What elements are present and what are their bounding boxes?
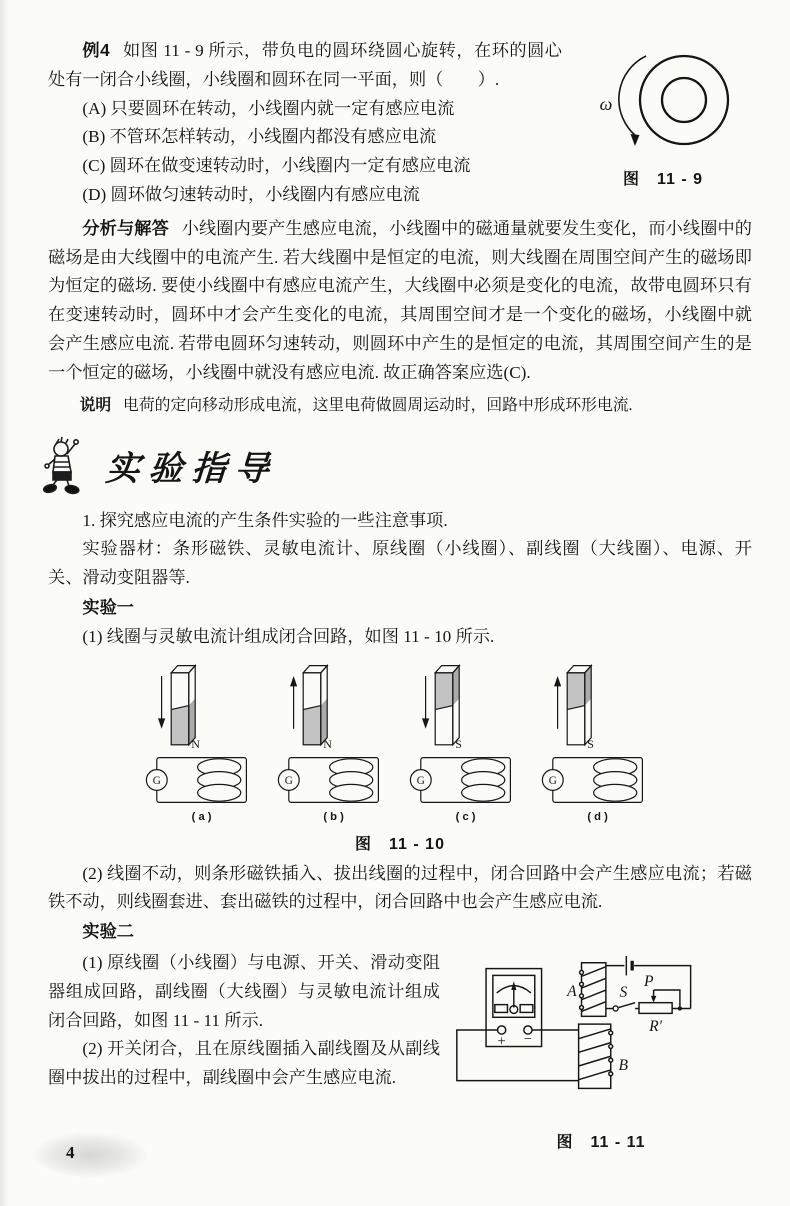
coil-a-label: A — [567, 982, 577, 1000]
galvanometer-label: G — [416, 774, 425, 787]
rheostat-label: R′ — [649, 1017, 663, 1035]
rotating-ring-diagram — [574, 42, 752, 154]
figure-11-10-panel-b — [276, 660, 396, 824]
pole-label: N — [191, 736, 200, 751]
switch-icon — [606, 1003, 635, 1011]
panel-label: ( b ) — [323, 810, 344, 823]
rotation-arrow-icon — [619, 56, 646, 146]
example-question-text: 如图 11 - 9 所示，带负电的圆环绕圆心旋转，在环的圆心处有一闭合小线圈，小线圈和圆环在同一平面，则（ ）. — [48, 41, 562, 89]
section-title: 实验指导 — [104, 449, 280, 490]
experiment-1-step-1: (1) 线圈与灵敏电流计组成闭合回路，如图 11 - 10 所示. — [82, 626, 495, 646]
experiment-2-step-2: (2) 开关闭合，且在原线圈插入副线圈及从副线圈中拔出的过程中，副线圈中会产生感应电流. — [48, 1039, 440, 1088]
figure-11-11 — [450, 953, 752, 1152]
experiment-2-heading: 实验二 — [82, 921, 134, 942]
pole-label: S — [455, 736, 462, 751]
secondary-circuit-wires — [457, 1030, 579, 1081]
figure-11-10-panel-d — [540, 660, 660, 824]
section-header — [42, 433, 752, 499]
switch-label: S — [619, 983, 628, 1001]
coil-with-galvanometer-icon — [410, 757, 510, 802]
mascot-icon — [42, 436, 90, 496]
figure-11-10-caption: 图 11 - 10 — [355, 835, 445, 853]
figure-11-11-caption: 图 11 - 11 — [556, 1133, 646, 1151]
experiment-1-heading: 实验一 — [82, 596, 134, 617]
coil-with-galvanometer-icon — [146, 757, 246, 802]
rheostat-icon — [635, 990, 691, 1013]
option-c: (C) 圆环在做变速转动时，小线圈内一定有感应电流 — [82, 156, 471, 176]
experiment-1-step-2: (2) 线圈不动，则条形磁铁插入、拔出线圈的过程中，闭合回路中会产生感应电流；若磁铁不动，则线圈套进、套出磁铁的过程中，闭合回路中也会产生感应电流. — [48, 863, 752, 912]
experiment-2-block — [48, 949, 752, 1152]
figure-11-9-caption: 图 11 - 9 — [622, 171, 704, 188]
omega-label: ω — [599, 94, 613, 114]
motion-arrow-down-icon — [422, 676, 429, 729]
figure-11-10-panels — [144, 660, 664, 824]
analysis-text: 小线圈内要产生感应电流，小线圈中的磁通量就要发生变化，而小线圈中的磁场是由大线圈中的电流产生. 若大线圈中是恒定的电流，则大线圈在周围空间产生的磁场即为恒定的磁场. 要使小线圈中有感应电流产生，大线圈中必须是变化的电流，故带电圆环只有在变速转动时，圆环中才会产生变化的电流，其周围空间才是一个变化的磁场，小线圈中就会产生感应电流. 若带电圆环匀速转动，则圆环中产生的是恒定的电流，其周围空间产生的是一个恒定的磁场，小线圈中就没有感应电流. 故正确答案应选(C). — [48, 218, 752, 382]
galvanometer-label: G — [548, 774, 557, 787]
motion-arrow-up-icon — [290, 676, 297, 729]
analysis-label: 分析与解答 — [82, 217, 169, 238]
figure-11-10-panel-c — [408, 660, 528, 824]
figure-11-10-panel-a — [144, 660, 264, 824]
note-text: 电荷的定向移动形成电流，这里电荷做圆周运动时，回路中形成环形电流. — [123, 396, 633, 414]
coil-b-label: B — [618, 1056, 629, 1074]
charged-ring-icon — [640, 56, 728, 144]
galvanometer-icon — [486, 969, 542, 1050]
plus-terminal-label: + — [497, 1033, 506, 1050]
primary-coil-icon — [580, 963, 606, 1017]
panel-label: ( c ) — [455, 810, 476, 823]
note-paragraph — [48, 393, 752, 419]
notes-item-1: 1. 探究感应电流的产生条件实验的一些注意事项. — [82, 510, 448, 530]
figure-11-10 — [48, 660, 752, 854]
pole-label: S — [587, 736, 594, 751]
analysis-paragraph — [48, 214, 752, 388]
galvanometer-label: G — [152, 774, 161, 787]
example-4 — [48, 36, 752, 210]
figure-11-9 — [574, 42, 752, 189]
slider-label: P — [643, 973, 654, 991]
page-number: 4 — [66, 1143, 75, 1162]
note-label: 说明 — [79, 396, 112, 414]
motion-arrow-down-icon — [158, 676, 165, 729]
option-b: (B) 不管环怎样转动，小线圈内都没有感应电流 — [82, 127, 437, 147]
coil-with-galvanometer-icon — [542, 757, 642, 802]
bar-magnet-icon — [567, 665, 591, 744]
coil-with-galvanometer-icon — [278, 757, 378, 802]
galvanometer-label: G — [284, 774, 293, 787]
motion-arrow-up-icon — [554, 676, 561, 729]
equipment-list: 实验器材：条形磁铁、灵敏电流计、原线圈（小线圈）、副线圈（大线圈）、电源、开关、滑动变阻器等. — [48, 539, 752, 588]
secondary-coil-icon — [579, 1024, 613, 1088]
bar-magnet-icon — [171, 665, 195, 744]
pole-label: N — [323, 736, 332, 751]
panel-label: ( d ) — [587, 810, 608, 823]
experiment-2-step-1: (1) 原线圈（小线圈）与电源、开关、滑动变阻器组成回路，副线圈（大线圈）与灵敏电流计组成闭合回路，如图 11 - 11 所示. — [48, 952, 440, 1030]
page-number-badge — [32, 1132, 148, 1178]
minus-terminal-label: − — [523, 1031, 533, 1048]
bar-magnet-icon — [435, 665, 459, 744]
circuit-diagram — [450, 953, 752, 1117]
option-d: (D) 圆环做匀速转动时，小线圈内有感应电流 — [82, 184, 420, 204]
option-a: (A) 只要圆环在转动，小线圈内就一定有感应电流 — [82, 98, 455, 118]
panel-label: ( a ) — [191, 810, 212, 823]
bar-magnet-icon — [303, 665, 327, 744]
example-label: 例4 — [82, 40, 110, 60]
